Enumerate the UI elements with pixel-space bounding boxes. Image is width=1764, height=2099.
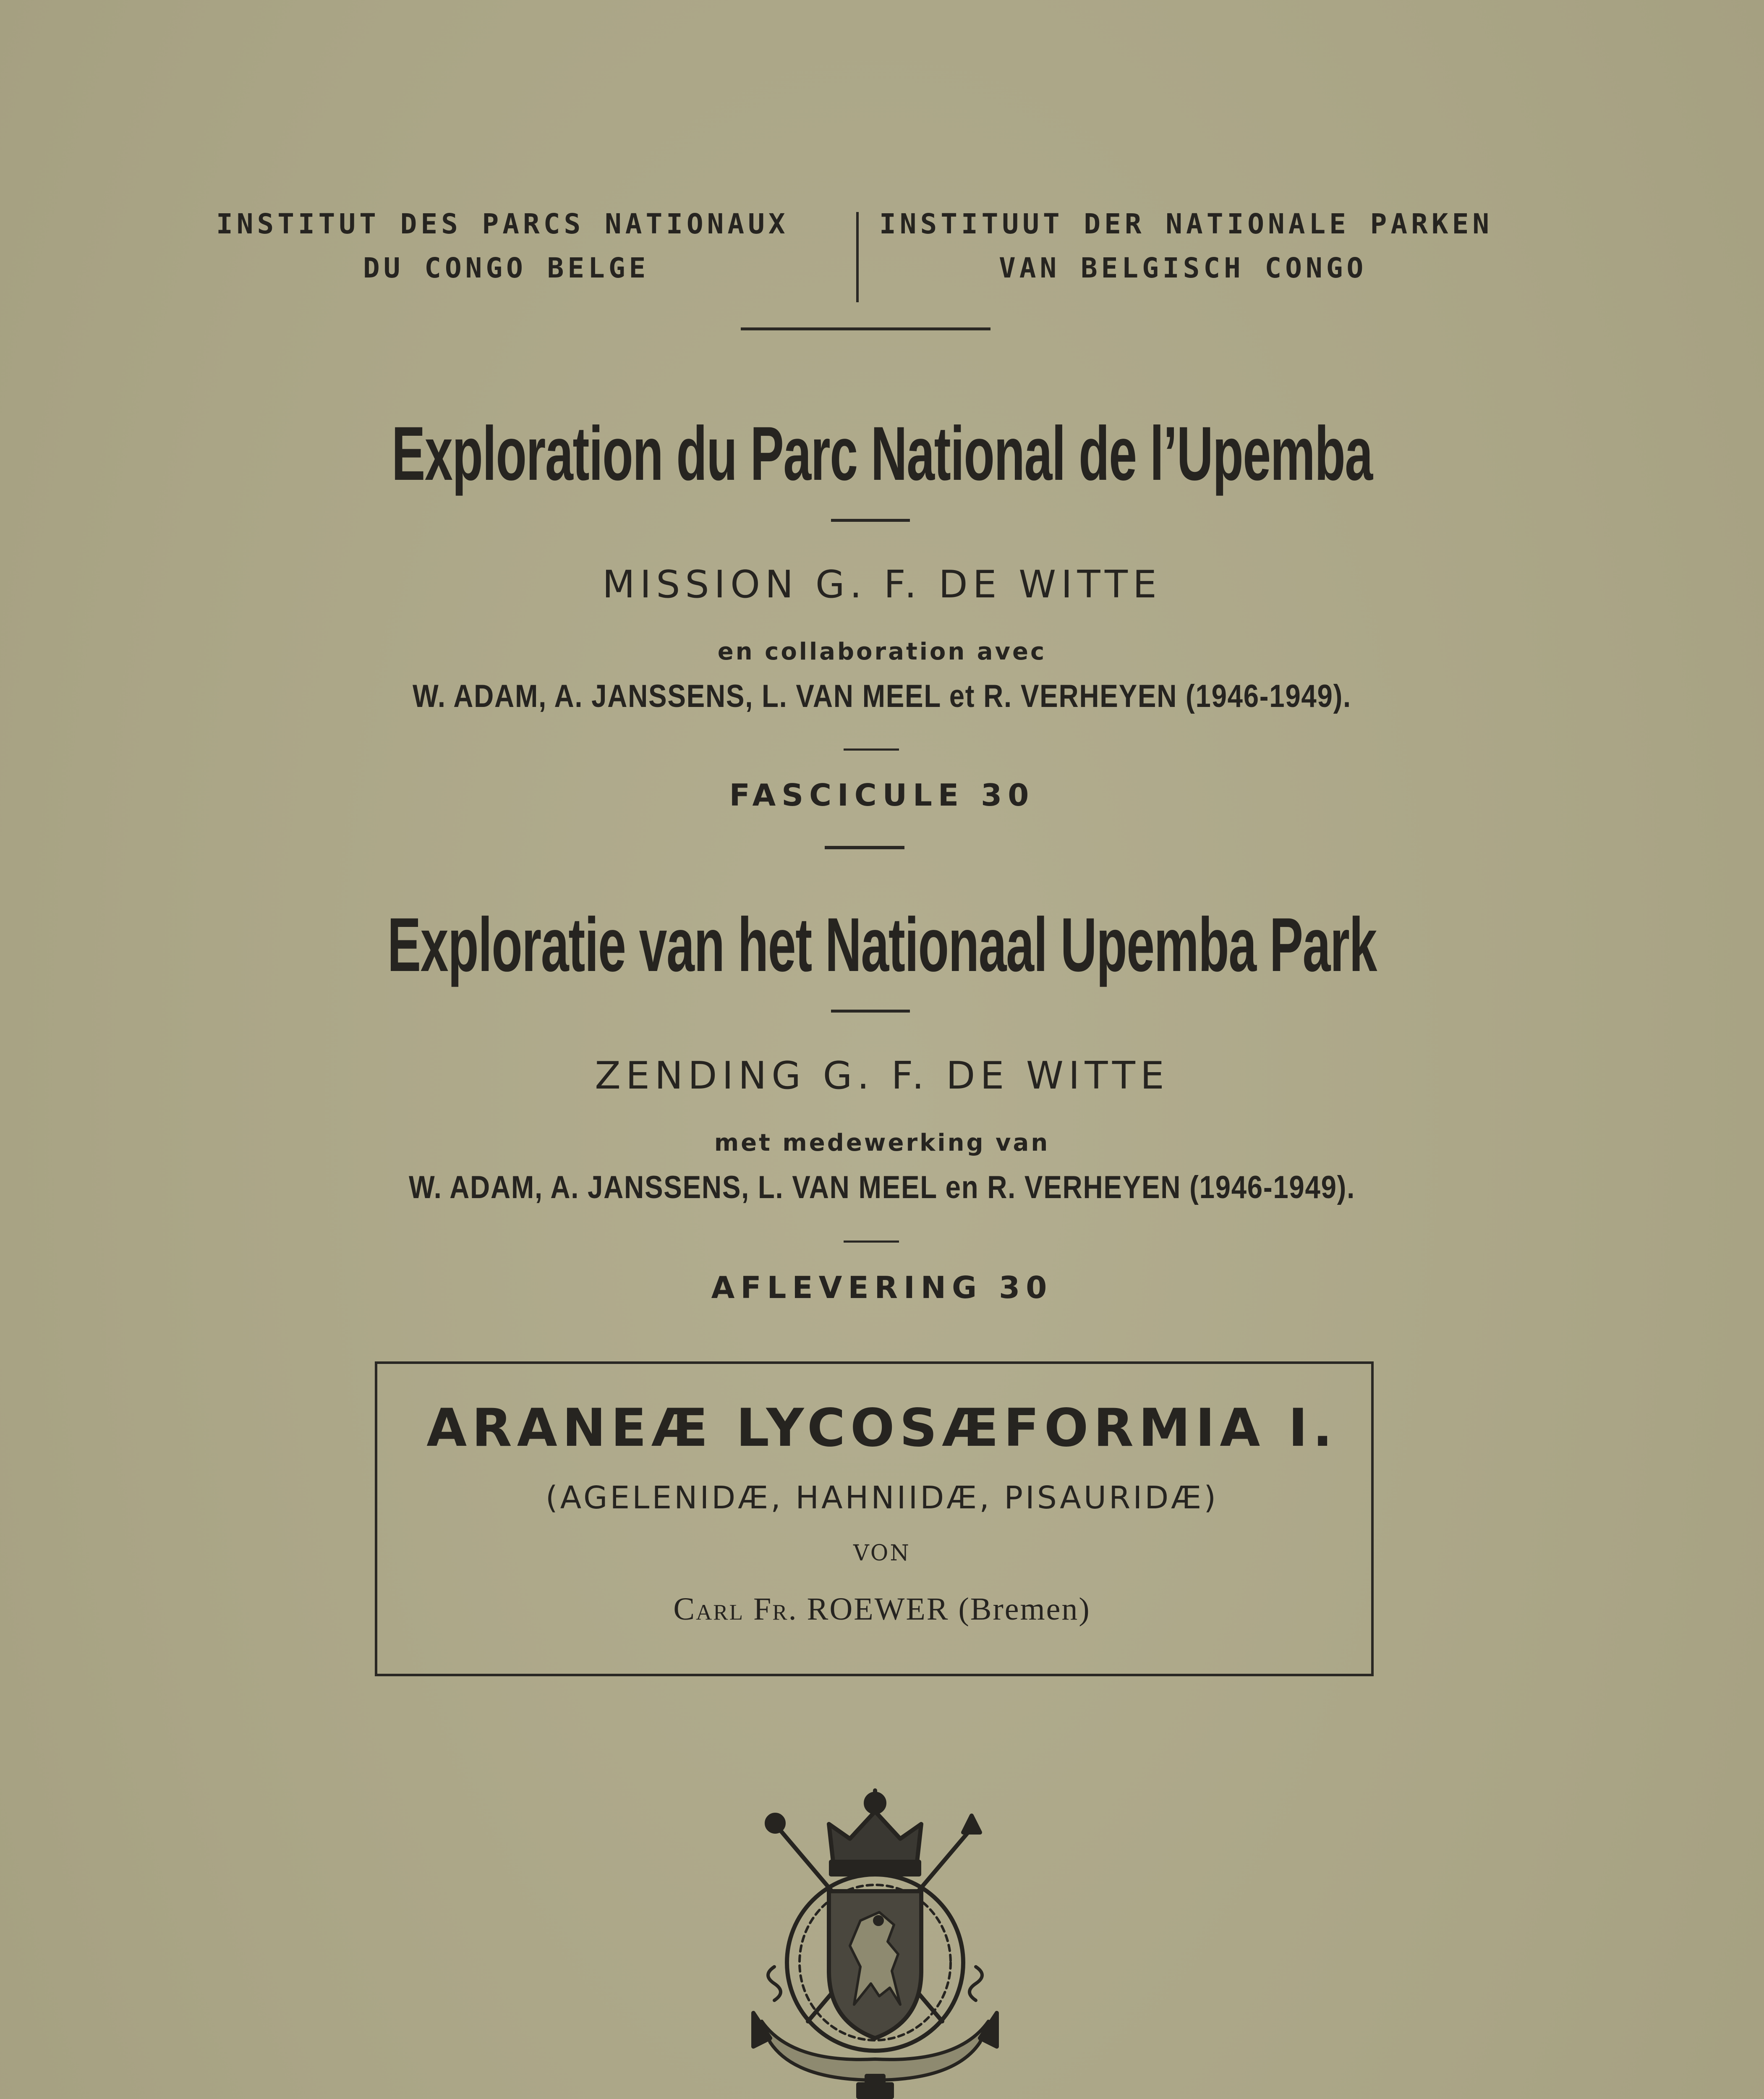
- french-collab: en collaboration avec: [717, 638, 1047, 665]
- work-by: VON: [853, 1541, 911, 1566]
- dutch-names: W. ADAM, A. JANSSENS, L. VAN MEEL en R. VERHEYEN (1946-1949).: [408, 1170, 1356, 1205]
- work-subtitle: (AGELENIDÆ, HAHNIIDÆ, PISAURIDÆ): [545, 1480, 1219, 1516]
- dutch-collab: met medewerking van: [714, 1129, 1050, 1157]
- belgian-coat-of-arms-icon: [745, 1786, 1005, 2099]
- french-mission: MISSION G. F. DE WITTE: [602, 563, 1162, 607]
- french-names-rule: [844, 749, 899, 751]
- french-fascicule: FASCICULE 30: [729, 777, 1035, 813]
- author-place: (Bremen): [949, 1591, 1091, 1627]
- header-divider: [856, 212, 859, 302]
- french-title-rule: [831, 519, 910, 522]
- work-author: [0, 1591, 1764, 1628]
- header-right-line1: INSTITUUT DER NATIONALE PARKEN: [879, 208, 1493, 240]
- header-left-line2: DU CONGO BELGE: [363, 252, 650, 284]
- dutch-mission: ZENDING G. F. DE WITTE: [595, 1054, 1169, 1098]
- header-right-line2: VAN BELGISCH CONGO: [999, 252, 1367, 284]
- dutch-names-rule: [844, 1241, 899, 1243]
- french-names: W. ADAM, A. JANSSENS, L. VAN MEEL et R. VERHEYEN (1946-1949).: [413, 678, 1351, 714]
- dutch-aflevering: AFLEVERING 30: [711, 1270, 1053, 1305]
- french-title: Exploration du Parc National de l’Upemba: [392, 411, 1372, 496]
- dutch-title: Exploratie van het Nationaal Upemba Park: [387, 902, 1377, 987]
- work-title: ARANEÆ LYCOSÆFORMIA I.: [426, 1398, 1338, 1458]
- french-fascicule-rule: [825, 846, 904, 849]
- author-surname: ROEWER: [807, 1591, 949, 1627]
- header-left-line1: INSTITUT DES PARCS NATIONAUX: [216, 208, 789, 240]
- dutch-title-rule: [831, 1010, 910, 1013]
- author-name: Carl Fr.: [673, 1591, 807, 1627]
- header-rule: [741, 327, 990, 330]
